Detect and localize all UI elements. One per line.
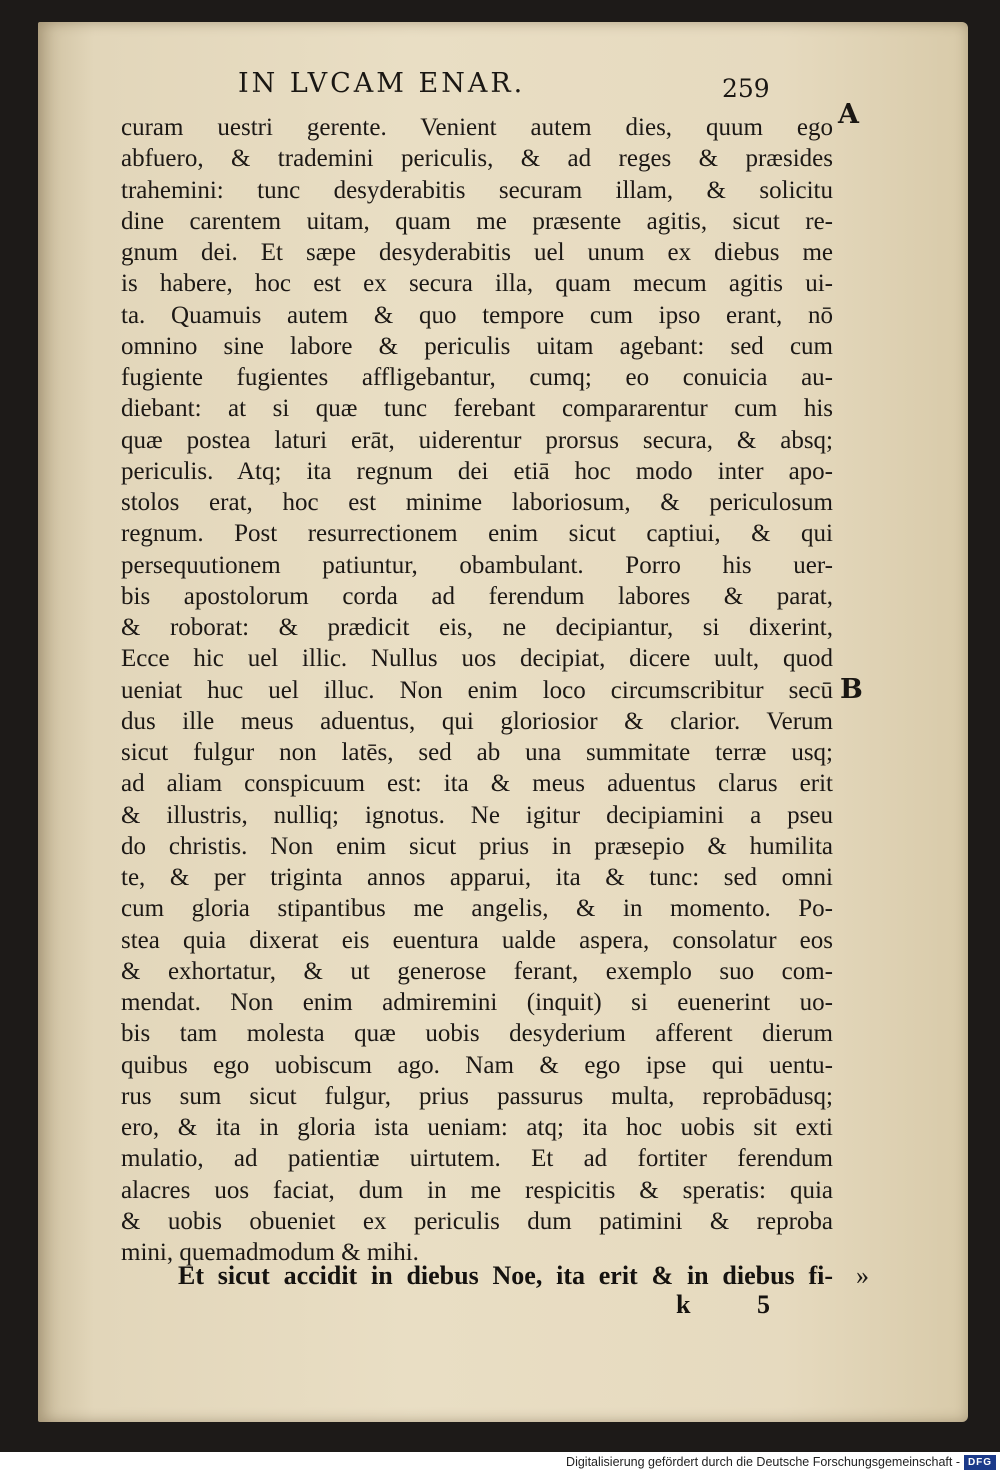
text-line: fugiente fugientes affligebantur, cumq; eo conuicia au- bbox=[121, 364, 833, 391]
text-line: regnum. Post resurrectionem enim sicut captiui, & qui bbox=[121, 520, 833, 548]
signature-mark: k 5 bbox=[676, 1290, 770, 1319]
text-line: Ecce hic uel illic. Nullus uos decipiat, dicere uult, quod bbox=[121, 645, 833, 673]
text-line: gnum dei. Et sæpe desyderabitis uel unum ex diebus me bbox=[121, 239, 833, 266]
text-line: periculis. Atq; ita regnum dei etiā hoc modo inter apo- bbox=[121, 457, 833, 485]
text-line: do christis. Non enim sicut prius in præsepio & humilita bbox=[121, 832, 833, 860]
text-line: persequutionem patiuntur, obambulant. Porro his uer- bbox=[121, 551, 833, 579]
text-line: cum gloria stipantibus me angelis, & in momento. Po- bbox=[121, 895, 833, 923]
text-line: stolos erat, hoc est minime laboriosum, & periculosum bbox=[121, 489, 833, 516]
text-line: quibus ego uobiscum ago. Nam & ego ipse qui uentu- bbox=[121, 1051, 833, 1079]
text-line: stea quia dixerat eis euentura ualde aspera, consolatur eos bbox=[121, 926, 833, 954]
text-line: mulatio, ad patientiæ uirtutem. Et ad fortiter ferendum bbox=[121, 1145, 833, 1173]
dfg-logo: DFG bbox=[964, 1455, 996, 1470]
folio-number: 259 bbox=[722, 74, 770, 103]
text-line: trahemini: tunc desyderabitis securam illam, & solicitu bbox=[121, 176, 833, 204]
margin-letter-a: A bbox=[838, 99, 859, 130]
text-line: sicut fulgur non latēs, sed ab una summitate terræ usq; bbox=[121, 739, 833, 766]
text-line: curam uestri gerente. Venient autem dies, quum ego bbox=[121, 114, 833, 141]
lemma-line: Et sicut accidit in diebus Noe, ita erit & in diebus fi- bbox=[178, 1261, 833, 1290]
footer-bar bbox=[0, 1452, 1000, 1474]
text-line: omnino sine labore & periculis uitam agebant: sed cum bbox=[121, 332, 833, 360]
book-page bbox=[38, 22, 968, 1422]
text-line: ad aliam conspicuum est: ita & meus aduentus clarus erit bbox=[121, 770, 833, 798]
text-line: ero, & ita in gloria ista ueniam: atq; ita hoc uobis sit exti bbox=[121, 1114, 833, 1141]
text-line: te, & per triginta annos apparui, ita & tunc: sed omni bbox=[121, 864, 833, 891]
text-line: abfuero, & trademini periculis, & ad reges & præsides bbox=[121, 145, 833, 173]
text-line: dus ille meus aduentus, qui gloriosior & clarior. Verum bbox=[121, 707, 833, 735]
text-line: diebant: at si quæ tunc ferebant compararentur cum his bbox=[121, 395, 833, 423]
text-line: is habere, hoc est ex secura illa, quam mecum agitis ui- bbox=[121, 270, 833, 298]
margin-letter-b: B bbox=[840, 674, 863, 705]
text-line: mendat. Non enim admiremini (inquit) si euenerint uo- bbox=[121, 989, 833, 1016]
text-line: dine carentem uitam, quam me præsente agitis, sicut re- bbox=[121, 207, 833, 235]
text-line: quæ postea laturi erāt, uiderentur prorsus secura, & absq; bbox=[121, 426, 833, 454]
text-line: & illustris, nulliq; ignotus. Ne igitur decipiamini a pseu bbox=[121, 801, 833, 829]
text-line: bis tam molesta quæ uobis desyderium afferent dierum bbox=[121, 1020, 833, 1048]
text-line: ta. Quamuis autem & quo tempore cum ipso erant, nō bbox=[121, 301, 833, 329]
body-text bbox=[121, 112, 833, 1268]
running-head: IN LVCAM ENAR. bbox=[238, 68, 526, 99]
text-line: & roborat: & prædicit eis, ne decipiantur, si dixerint, bbox=[121, 614, 833, 641]
text-line: bis apostolorum corda ad ferendum labores & parat, bbox=[121, 582, 833, 610]
text-line: & exhortatur, & ut generose ferant, exemplo suo com- bbox=[121, 957, 833, 985]
lemma-quote-mark: » bbox=[856, 1261, 869, 1290]
text-line: ueniat huc uel illuc. Non enim loco circumscribitur secū bbox=[121, 676, 833, 704]
text-line: mini, quemadmodum & mihi. bbox=[121, 1239, 419, 1266]
digitization-credit: Digitalisierung gefördert durch die Deutsche Forschungsgemeinschaft - bbox=[566, 1455, 960, 1469]
text-line: alacres uos faciat, dum in me respicitis & speratis: quia bbox=[121, 1176, 833, 1204]
text-line: rus sum sicut fulgur, prius passurus multa, reprobādusq; bbox=[121, 1082, 833, 1110]
text-line: & uobis obueniet ex periculis dum patimini & reproba bbox=[121, 1207, 833, 1235]
